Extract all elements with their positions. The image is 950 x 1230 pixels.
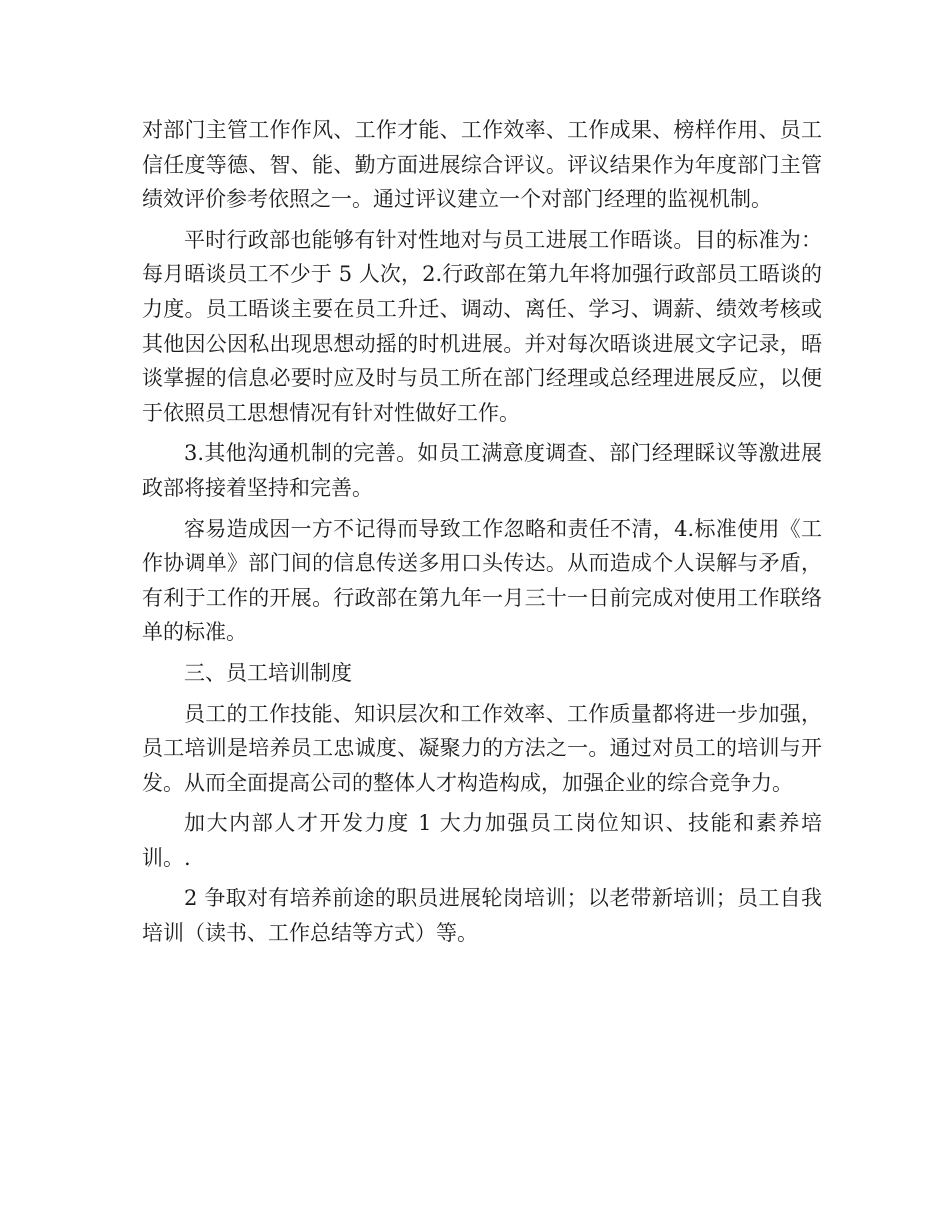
paragraph-dept-manager-review: 对部门主管工作作风、工作才能、工作效率、工作成果、榜样作用、员工信任度等德、智、能、勤方面进展综合评议。评议结果作为年度部门主管绩效评价参考依照之一。通过评议建立一个对部门经理的监视机制。 xyxy=(142,118,822,212)
paragraph-rotation-training: 2 争取对有培养前途的职员进展轮岗培训；以老带新培训；员工自我培训（读书、工作总结等方式）等。 xyxy=(142,886,822,946)
paragraph-employee-interview: 平时行政部也能够有针对性地对与员工进展工作晤谈。目的标准为：每月晤谈员工不少于 5 人次，2.行政部在第九年将加强行政部员工晤谈的力度。员工晤谈主要在员工升迁、调动、离任、学习、调薪、绩效考核或其他因公因私出现思想动摇的时机进展。并对每次晤谈进展文字记录，晤谈掌握的信息必要时应及时与员工所在部门经理或总经理进展反应，以便于依照员工思想情况有针对性做好工作。 xyxy=(142,227,822,425)
section-heading-training: 三、员工培训制度 xyxy=(184,660,352,685)
document-body xyxy=(142,113,822,957)
paragraph-work-coordination-form: 容易造成因一方不记得而导致工作忽略和责任不清，4.标准使用《工作协调单》部门间的信息传送多用口头传达。从而造成个人误解与矛盾，有利于工作的开展。行政部在第九年一月三十一日前完成对使用工作联络单的标准。 xyxy=(142,516,822,645)
paragraph-internal-talent: 加大内部人才开发力度 1 大力加强员工岗位知识、技能和素养培训。. xyxy=(142,811,822,870)
paragraph-communication-mechanism: 3.其他沟通机制的完善。如员工满意度调查、部门经理睬议等激进展政部将接着坚持和完善。 xyxy=(142,441,822,500)
paragraph-training-purpose: 员工的工作技能、知识层次和工作效率、工作质量都将进一步加强，员工培训是培养员工忠诚度、凝聚力的方法之一。通过对员工的培训与开发。从而全面提高公司的整体人才构造构成，加强企业的综合竞争力。 xyxy=(142,701,822,795)
